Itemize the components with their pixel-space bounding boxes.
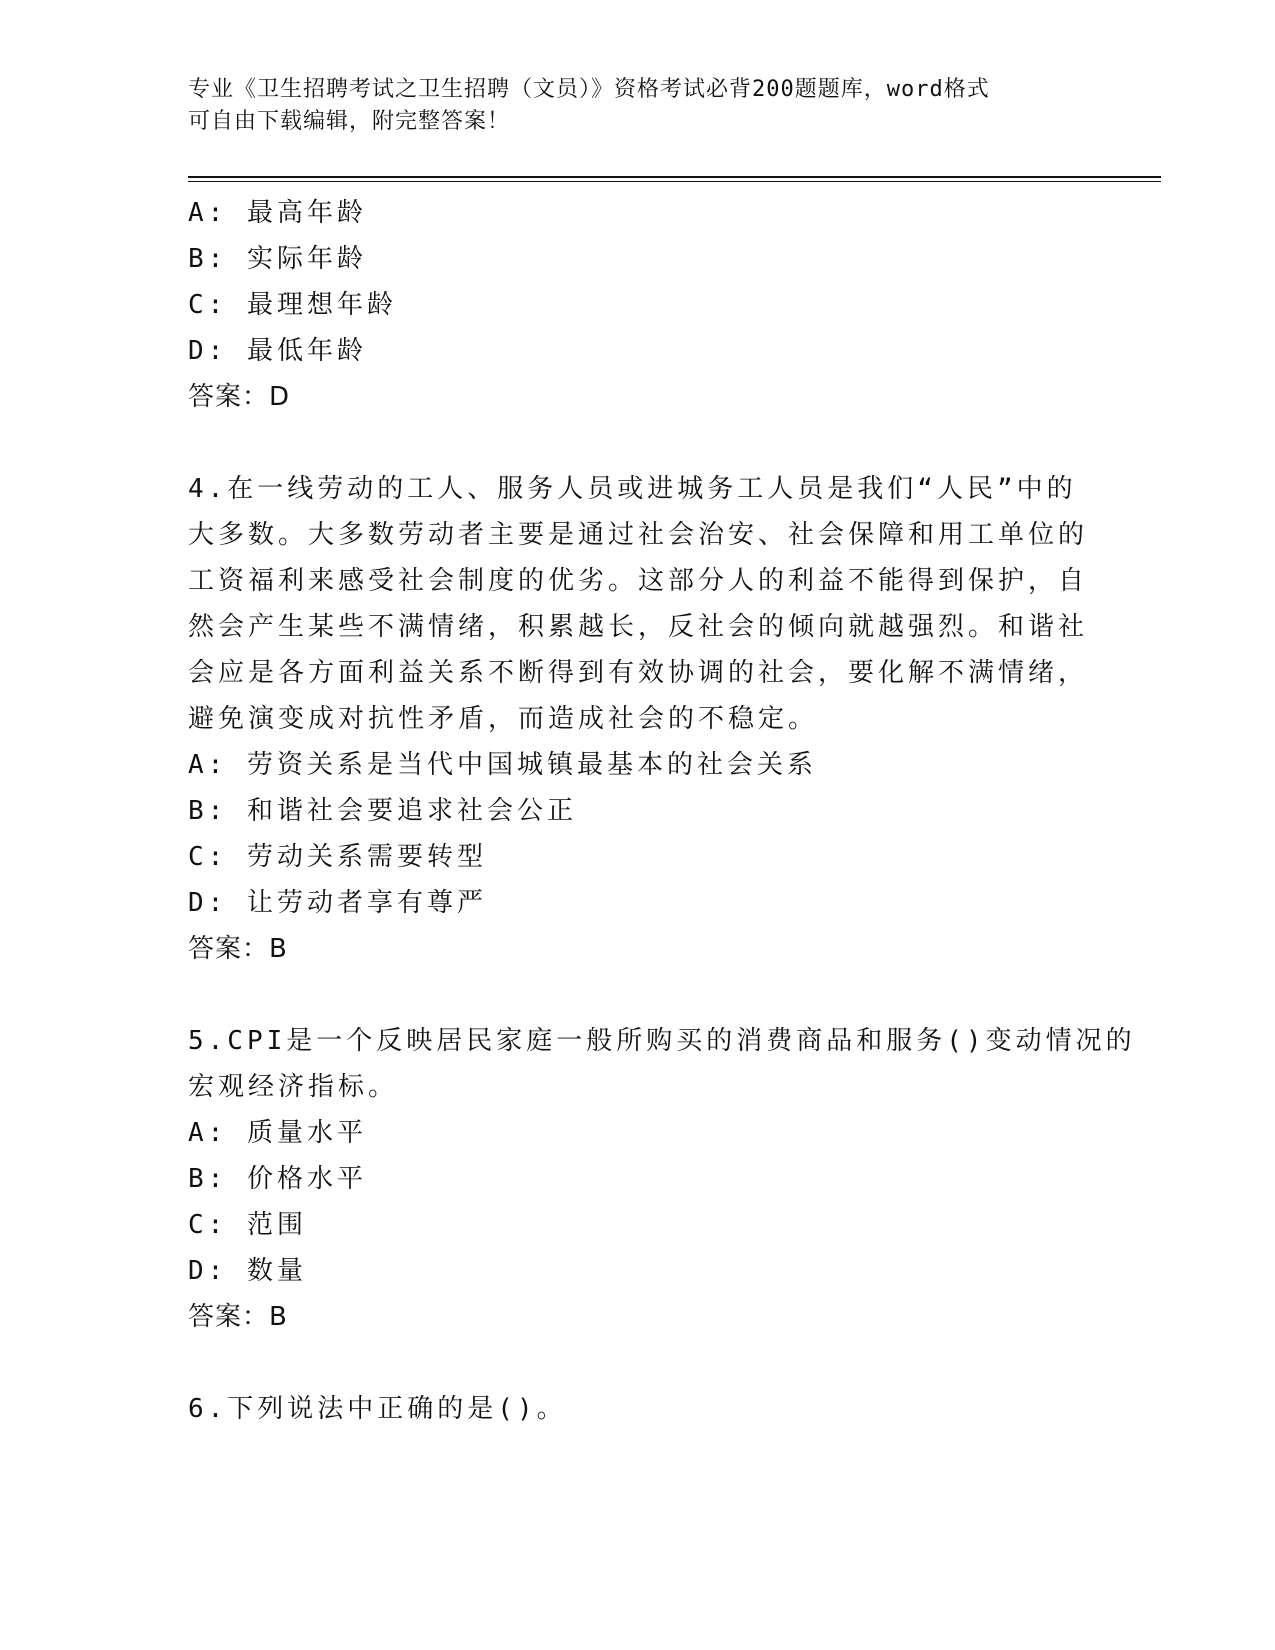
stem-line: 5.CPI是一个反映居民家庭一般所购买的消费商品和服务()变动情况的 [188,1026,1136,1056]
document-header [188,74,1088,138]
stem-line: 4.在一线劳动的工人、服务人员或进城务工人员是我们“人民”中的 [188,474,1077,504]
option-a: A: 质量水平 [188,1118,367,1148]
option-c: C: 最理想年龄 [188,290,397,320]
question-5 [188,1018,1136,1340]
header-rule-thick [188,176,1161,178]
header-rule-thin [188,181,1161,182]
stem-line: 宏观经济指标。 [188,1072,399,1102]
stem-line: 工资福利来感受社会制度的优劣。这部分人的利益不能得到保护，自 [188,566,1089,596]
stem-line: 然会产生某些不满情绪，积累越长，反社会的倾向就越强烈。和谐社 [188,612,1089,642]
option-b: B: 价格水平 [188,1164,367,1194]
answer: 答案：B [188,1302,288,1332]
stem-line: 大多数。大多数劳动者主要是通过社会治安、社会保障和用工单位的 [188,520,1089,550]
option-c: C: 劳动关系需要转型 [188,842,487,872]
option-b: B: 实际年龄 [188,244,367,274]
question-3 [188,190,1088,420]
question-stem [188,1018,1136,1110]
question-stem [188,466,1088,742]
option-d: D: 数量 [188,1256,307,1286]
option-d: D: 最低年龄 [188,336,367,366]
spacer [188,1340,1088,1386]
spacer [188,972,1088,1018]
header-line-2: 可自由下载编辑，附完整答案！ [188,109,511,134]
spacer [188,420,1088,466]
option-a: A: 最高年龄 [188,198,367,228]
stem-line: 避免演变成对抗性矛盾，而造成社会的不稳定。 [188,704,819,734]
stem-line: 会应是各方面利益关系不断得到有效协调的社会，要化解不满情绪， [188,658,1089,688]
answer: 答案：B [188,934,288,964]
option-b: B: 和谐社会要追求社会公正 [188,796,577,826]
option-c: C: 范围 [188,1210,307,1240]
question-stem [188,1386,1088,1432]
option-a: A: 劳资关系是当代中国城镇最基本的社会关系 [188,750,817,780]
question-6 [188,1386,1088,1432]
answer: 答案：D [188,382,291,412]
question-4 [188,466,1088,972]
option-d: D: 让劳动者享有尊严 [188,888,487,918]
header-line-1: 专业《卫生招聘考试之卫生招聘（文员）》资格考试必背200题题库，word格式 [188,77,990,102]
question-list [188,190,1136,1432]
stem-line: 6.下列说法中正确的是()。 [188,1394,567,1424]
